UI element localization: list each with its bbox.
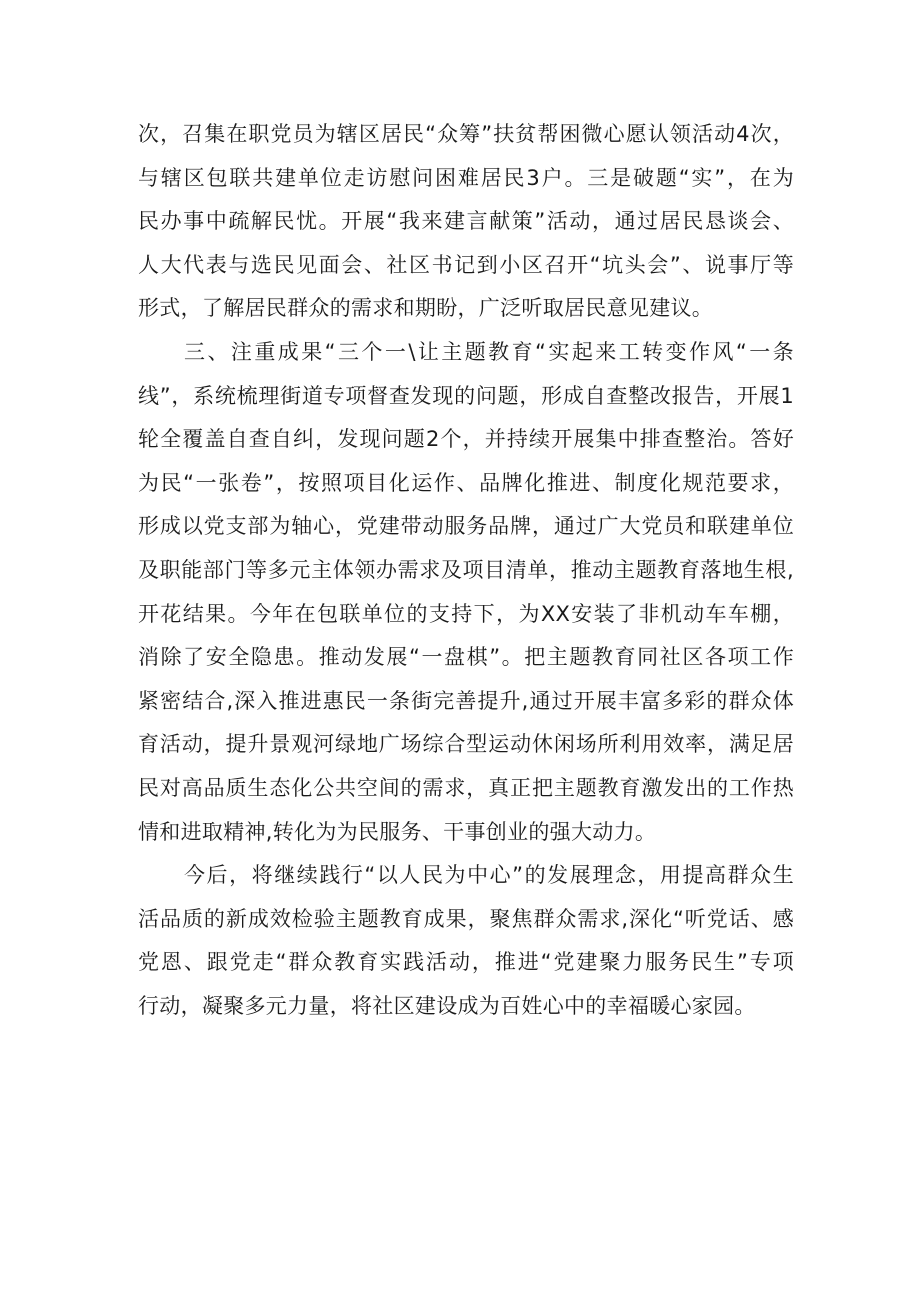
text-line: 及职能部门等多元主体领办需求及项目清单，推动主题教育落地生根, (138, 557, 794, 582)
text-line: 形式，了解居民群众的需求和期盼，广泛听取居民意见建议。 (138, 296, 714, 321)
text-line: 消除了安全隐患。推动发展“一盘棋”。把主题教育同社区各项工作 (138, 645, 794, 670)
text-line: 开花结果。今年在包联单位的支持下，为XX安装了非机动车车棚， (138, 601, 794, 626)
text-line: 育活动，提升景观河绿地广场综合型运动休闲场所利用效率，满足居 (138, 732, 794, 757)
paragraph-2 (138, 331, 794, 854)
text-line: 紧密结合,深入推进惠民一条街完善提升,通过开展丰富多彩的群众体 (138, 688, 794, 713)
text-line: 民办事中疏解民忧。开展“我来建言献策”活动，通过居民恳谈会、 (138, 209, 794, 234)
text-line: 形成以党支部为轴心，党建带动服务品牌，通过广大党员和联建单位 (138, 514, 794, 539)
text-line: 活品质的新成效检验主题教育成果，聚焦群众需求,深化“听党话、感 (138, 906, 794, 931)
text-line: 人大代表与选民见面会、社区书记到小区召开“坑头会”、说事厅等 (138, 252, 794, 277)
paragraph-1 (138, 113, 794, 331)
text-line: 今后，将继续践行“以人民为中心”的发展理念，用提高群众生 (184, 863, 794, 888)
paragraph-3 (138, 854, 794, 1028)
text-line: 民对高品质生态化公共空间的需求，真正把主题教育激发出的工作热 (138, 775, 794, 800)
text-line: 线”，系统梳理街道专项督查发现的问题，形成自查整改报告，开展1 (138, 383, 794, 408)
text-line: 党恩、跟党走“群众教育实践活动，推进“党建聚力服务民生”专项 (138, 950, 794, 975)
text-line: 为民“一张卷”，按照项目化运作、品牌化推进、制度化规范要求， (138, 470, 794, 495)
text-line: 行动，凝聚多元力量，将社区建设成为百姓心中的幸福暖心家园。 (138, 993, 756, 1018)
document-body (138, 113, 794, 1028)
text-line: 情和进取精神,转化为为民服务、干事创业的强大动力。 (138, 819, 657, 844)
text-line: 轮全覆盖自查自纠，发现问题2个，并持续开展集中排查整治。答好 (138, 427, 794, 452)
text-line: 次，召集在职党员为辖区居民“众筹”扶贫帮困微心愿认领活动4次， (138, 122, 794, 146)
text-line: 与辖区包联共建单位走访慰问困难居民3户。三是破题“实”，在为 (138, 165, 794, 190)
text-line: 三、注重成果“三个一\让主题教育“实起来工转变作风“一条 (184, 339, 794, 364)
